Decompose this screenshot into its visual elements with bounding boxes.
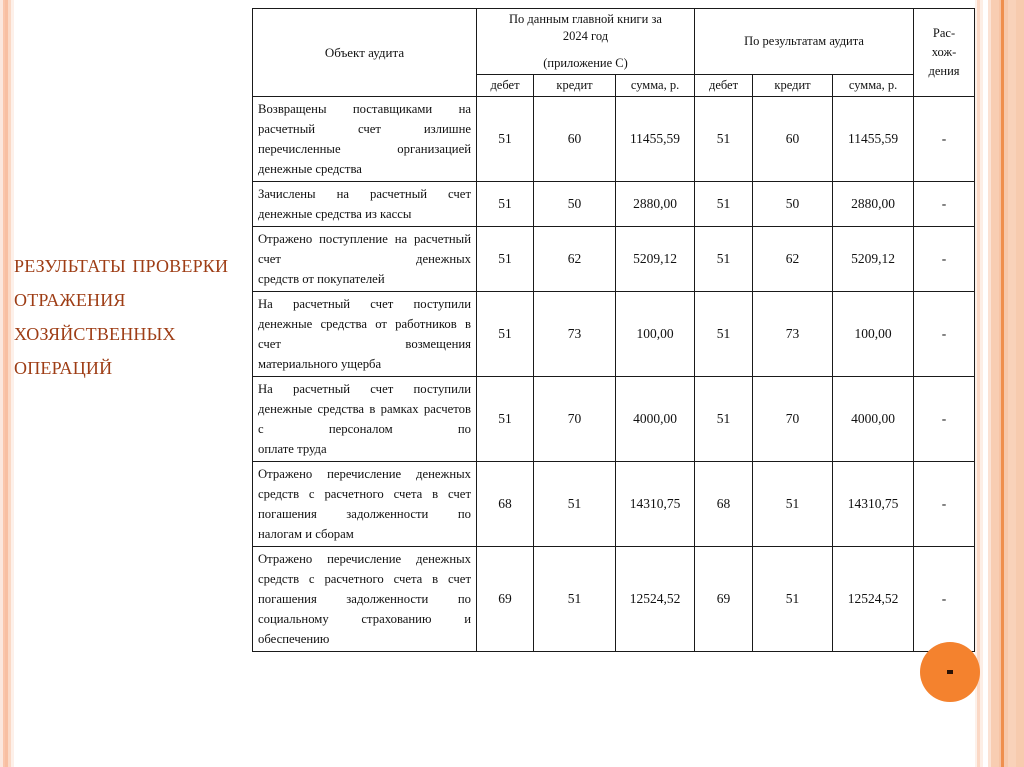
cell-audit-credit: 60 [753, 97, 833, 182]
object-text: Отражено поступление на расчетный счет денежных [258, 232, 471, 266]
cell-audit-debit: 51 [695, 97, 753, 182]
cell-object-audit [253, 462, 477, 547]
cell-discrepancy: - [914, 462, 975, 547]
object-text: Зачислены на расчетный счет [258, 187, 471, 201]
cell-discrepancy: - [914, 292, 975, 377]
cursor-pointer [947, 670, 953, 674]
table-row [253, 462, 975, 547]
cell-ledger-sum: 14310,75 [616, 462, 695, 547]
cell-object-audit [253, 97, 477, 182]
header-audit-result-group: По результатам аудита [695, 9, 914, 75]
cell-audit-sum: 5209,12 [833, 227, 914, 292]
table-row [253, 377, 975, 462]
cell-object-audit [253, 182, 477, 227]
cell-ledger-debit: 51 [477, 182, 534, 227]
right-thin-stripe [975, 0, 983, 767]
cell-ledger-credit: 73 [534, 292, 616, 377]
object-text: Отражено перечисление денежных средств с расчетного счета в счет погашения задолженности по [258, 467, 471, 521]
header-discrepancy [914, 9, 975, 97]
cell-audit-credit: 51 [753, 462, 833, 547]
object-text: Возвращены поставщиками на расчетный счет излишне перечисленные организацией [258, 102, 471, 156]
cell-ledger-credit: 62 [534, 227, 616, 292]
header-ledger-sum: сумма, р. [616, 75, 695, 97]
table-row [253, 292, 975, 377]
header-audit-debit: дебет [695, 75, 753, 97]
cell-ledger-credit: 51 [534, 462, 616, 547]
object-text-last-line: оплате труда [258, 442, 327, 456]
header-ledger-debit: дебет [477, 75, 534, 97]
cell-discrepancy: - [914, 97, 975, 182]
table-row [253, 97, 975, 182]
header-audit-sum: сумма, р. [833, 75, 914, 97]
cell-audit-debit: 51 [695, 377, 753, 462]
cell-audit-credit: 70 [753, 377, 833, 462]
cell-audit-sum: 2880,00 [833, 182, 914, 227]
cell-audit-credit: 62 [753, 227, 833, 292]
cell-ledger-sum: 5209,12 [616, 227, 695, 292]
cell-ledger-credit: 70 [534, 377, 616, 462]
header-object-audit: Объект аудита [253, 9, 477, 97]
left-decorative-stripe [0, 0, 14, 767]
cell-ledger-debit: 51 [477, 97, 534, 182]
header-ledger-spacer [482, 45, 689, 55]
table-header [253, 9, 975, 97]
cell-ledger-credit: 60 [534, 97, 616, 182]
right-decorative-band [988, 0, 1024, 767]
cell-discrepancy: - [914, 547, 975, 652]
cell-discrepancy: - [914, 227, 975, 292]
table-row [253, 547, 975, 652]
object-text: На расчетный счет поступили денежные средства от работников в счет возмещения [258, 297, 471, 351]
cell-ledger-sum: 12524,52 [616, 547, 695, 652]
header-discrepancy-line3: дения [928, 64, 960, 78]
cell-discrepancy: - [914, 182, 975, 227]
cell-audit-credit: 51 [753, 547, 833, 652]
cell-audit-sum: 14310,75 [833, 462, 914, 547]
audit-table-container [252, 8, 974, 652]
header-discrepancy-line1: Рас- [932, 26, 956, 40]
object-text-last-line: средств от покупателей [258, 272, 385, 286]
object-text-last-line: налогам и сборам [258, 527, 354, 541]
header-audit-credit: кредит [753, 75, 833, 97]
cell-discrepancy: - [914, 377, 975, 462]
object-text-last-line: денежные средства из кассы [258, 207, 412, 221]
cell-ledger-debit: 69 [477, 547, 534, 652]
object-text-last-line: денежные средства [258, 162, 362, 176]
header-ledger-line1: По данным главной книги за [509, 12, 662, 26]
cell-ledger-credit: 51 [534, 547, 616, 652]
object-text: Отражено перечисление денежных средств с расчетного счета в счет погашения задолженности по социальному страхованию и [258, 552, 471, 626]
header-ledger-line3: (приложение С) [543, 56, 628, 70]
object-text-last-line: обеспечению [258, 632, 330, 646]
cell-ledger-sum: 2880,00 [616, 182, 695, 227]
cell-object-audit [253, 227, 477, 292]
cell-ledger-sum: 100,00 [616, 292, 695, 377]
slide-headline: результаты проверки отражения хозяйственных операций [14, 251, 229, 380]
cell-object-audit [253, 292, 477, 377]
cell-audit-credit: 73 [753, 292, 833, 377]
cell-audit-sum: 100,00 [833, 292, 914, 377]
cell-ledger-debit: 51 [477, 292, 534, 377]
cell-ledger-debit: 68 [477, 462, 534, 547]
cell-ledger-sum: 11455,59 [616, 97, 695, 182]
cell-object-audit [253, 377, 477, 462]
table-row [253, 182, 975, 227]
cell-ledger-debit: 51 [477, 227, 534, 292]
object-text-last-line: материального ущерба [258, 357, 382, 371]
header-row-top [253, 9, 975, 75]
object-text: На расчетный счет поступили денежные средства в рамках расчетов с персоналом по [258, 382, 471, 436]
header-ledger-group [477, 9, 695, 75]
cell-audit-sum: 12524,52 [833, 547, 914, 652]
cell-object-audit [253, 547, 477, 652]
cell-ledger-credit: 50 [534, 182, 616, 227]
header-ledger-credit: кредит [534, 75, 616, 97]
header-discrepancy-line2: хож- [931, 45, 957, 59]
cell-audit-credit: 50 [753, 182, 833, 227]
audit-table [252, 8, 975, 652]
header-ledger-line2: 2024 год [562, 29, 609, 43]
table-body [253, 97, 975, 652]
cell-ledger-debit: 51 [477, 377, 534, 462]
table-row [253, 227, 975, 292]
cell-ledger-sum: 4000,00 [616, 377, 695, 462]
cell-audit-debit: 51 [695, 292, 753, 377]
cell-audit-debit: 51 [695, 227, 753, 292]
cell-audit-debit: 68 [695, 462, 753, 547]
cell-audit-debit: 51 [695, 182, 753, 227]
cell-audit-sum: 4000,00 [833, 377, 914, 462]
cell-audit-sum: 11455,59 [833, 97, 914, 182]
cell-audit-debit: 69 [695, 547, 753, 652]
